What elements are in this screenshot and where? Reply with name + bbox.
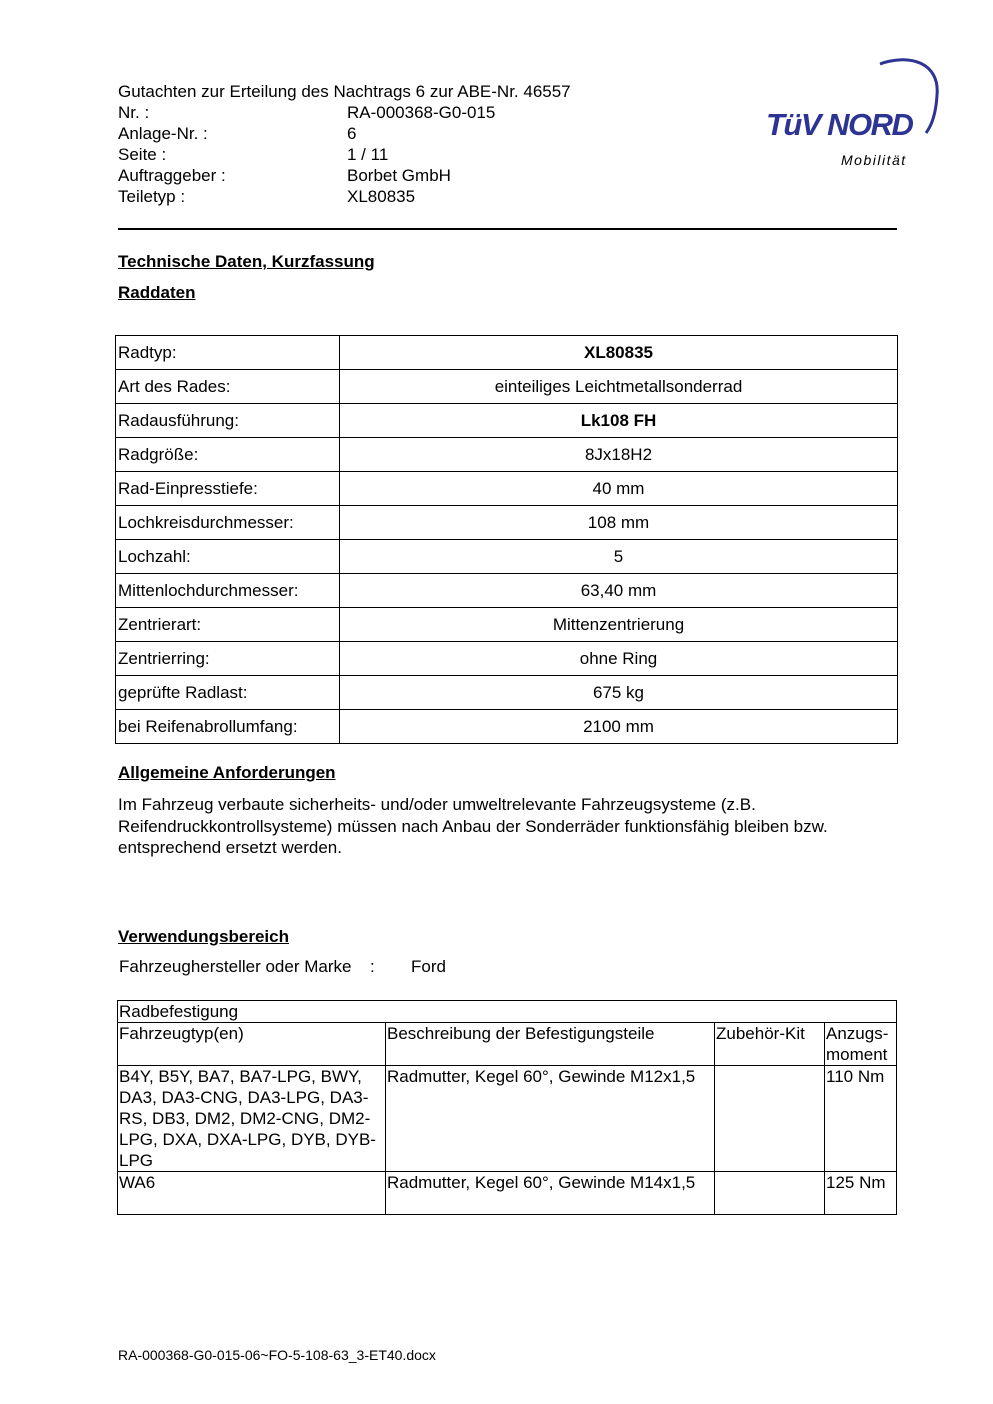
table-row: Lochkreisdurchmesser: 108 mm xyxy=(116,506,898,540)
heading-verwendungsbereich: Verwendungsbereich xyxy=(118,927,289,946)
header-row-auftraggeber: Auftraggeber : Borbet GmbH xyxy=(118,166,451,185)
svg-text:TüV NORD: TüV NORD xyxy=(766,107,913,142)
table-row: Lochzahl: 5 xyxy=(116,540,898,574)
marke-value: Ford xyxy=(411,957,446,976)
table-row: WA6 Radmutter, Kegel 60°, Gewinde M14x1,5 125 Nm xyxy=(118,1172,897,1215)
document-header xyxy=(118,81,571,207)
table-row: B4Y, B5Y, BA7, BA7-LPG, BWY, DA3, DA3-CNG, DA3-LPG, DA3-RS, DB3, DM2, DM2-CNG, DM2-LPG, DXA, DXA-LPG, DYB, DYB-LPG Radmutter, Kegel 60°, Gewinde M12x1,5 110 Nm xyxy=(118,1066,897,1172)
table-header-row: Fahrzeugtyp(en) Beschreibung der Befestigungsteile Zubehör-Kit Anzugs-moment xyxy=(118,1023,897,1066)
table-row: geprüfte Radlast: 675 kg xyxy=(116,676,898,710)
heading-raddaten: Raddaten xyxy=(118,283,196,302)
marke-colon: : xyxy=(370,957,375,976)
radbefestigung-table xyxy=(117,1000,897,1215)
heading-allgemeine-anforderungen: Allgemeine Anforderungen xyxy=(118,763,336,782)
header-row-seite: Seite : 1 / 11 xyxy=(118,145,389,164)
table-row: Radgröße: 8Jx18H2 xyxy=(116,438,898,472)
raddaten-table xyxy=(115,335,898,744)
heading-technische-daten: Technische Daten, Kurzfassung xyxy=(118,252,375,271)
table-row: Mittenlochdurchmesser: 63,40 mm xyxy=(116,574,898,608)
table-row: Zentrierring: ohne Ring xyxy=(116,642,898,676)
header-divider xyxy=(118,228,897,230)
table-row: Art des Rades: einteiliges Leichtmetallsonderrad xyxy=(116,370,898,404)
table-row: Zentrierart: Mittenzentrierung xyxy=(116,608,898,642)
table-title-row: Radbefestigung xyxy=(118,1001,897,1023)
tuev-nord-logo xyxy=(760,55,945,175)
table-row: Rad-Einpresstiefe: 40 mm xyxy=(116,472,898,506)
marke-label: Fahrzeughersteller oder Marke xyxy=(119,957,352,976)
header-row-anlage: Anlage-Nr. : 6 xyxy=(118,124,357,143)
footer-filename: RA-000368-G0-015-06~FO-5-108-63_3-ET40.docx xyxy=(118,1347,436,1363)
document-title: Gutachten zur Erteilung des Nachtrags 6 zur ABE-Nr. 46557 xyxy=(118,82,571,101)
header-row-teiletyp: Teiletyp : XL80835 xyxy=(118,187,416,206)
header-row-nr: Nr. : RA-000368-G0-015 xyxy=(118,103,496,122)
table-row: Radtyp: XL80835 xyxy=(116,336,898,370)
fahrzeughersteller-line xyxy=(119,957,446,977)
table-row: Radausführung: Lk108 FH xyxy=(116,404,898,438)
svg-text:Mobilität: Mobilität xyxy=(841,152,907,168)
allgemeine-text: Im Fahrzeug verbaute sicherheits- und/oder umweltrelevante Fahrzeugsysteme (z.B. Reifendruckkontrollsysteme) müssen nach Anbau der Sonderräder funktionsfähig bleiben bzw. entsprechend ersetzt werden. xyxy=(118,795,828,857)
table-row: bei Reifenabrollumfang: 2100 mm xyxy=(116,710,898,744)
